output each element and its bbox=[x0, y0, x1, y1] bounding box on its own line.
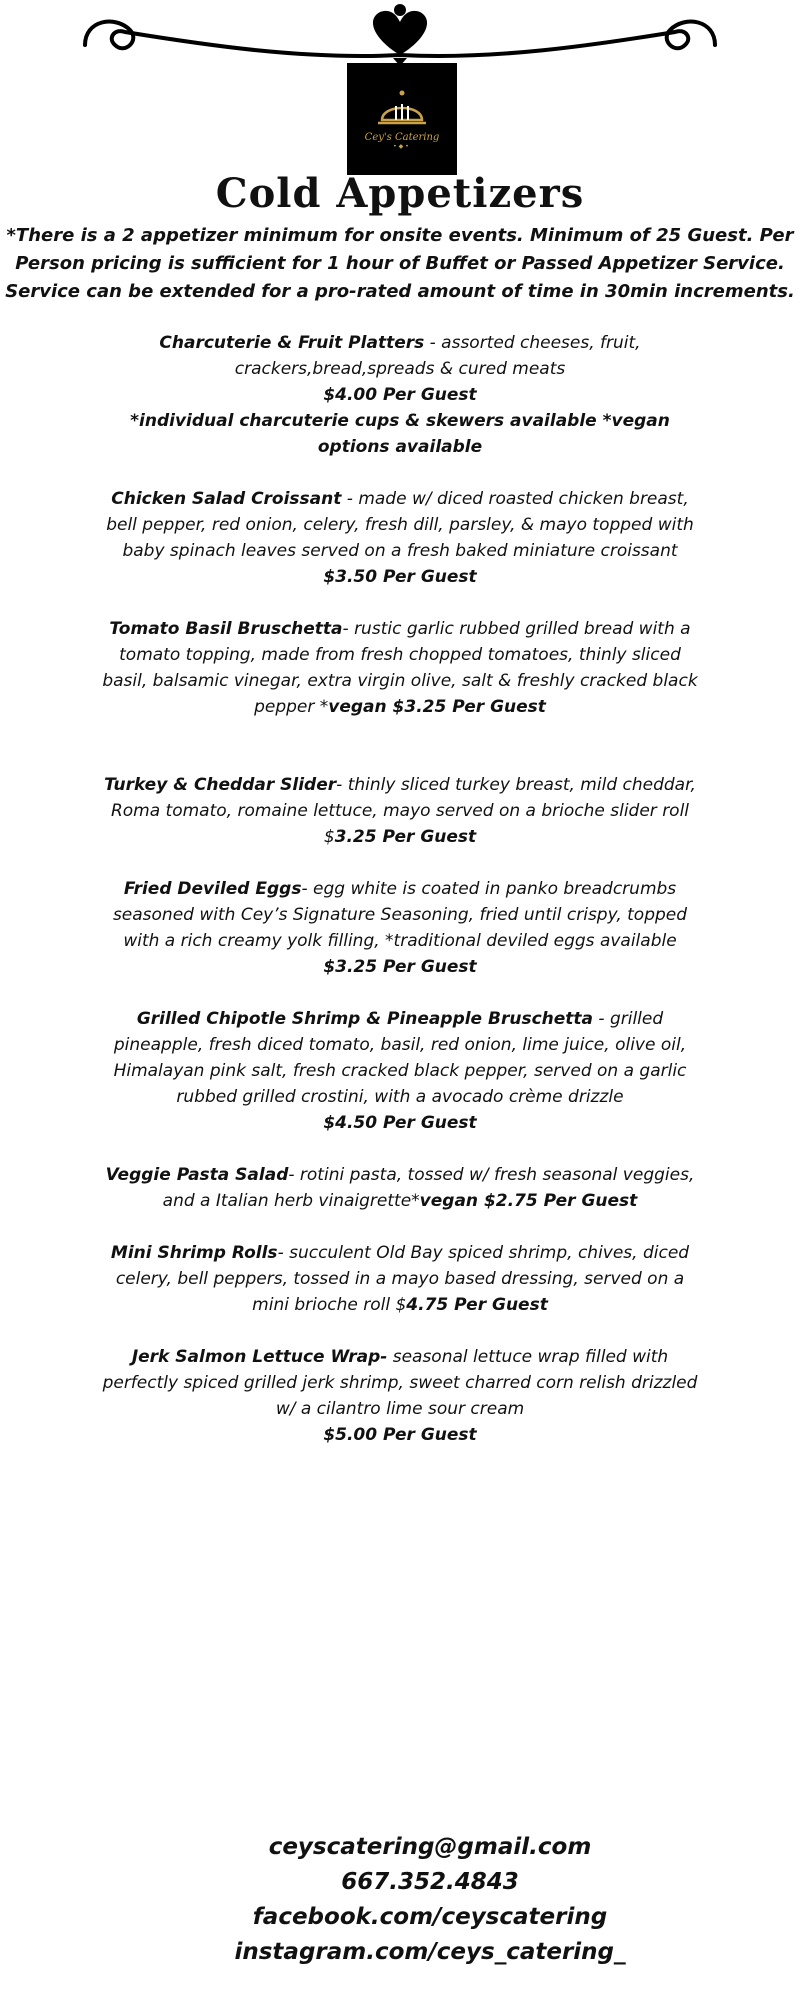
item-name: Tomato Basil Bruschetta bbox=[109, 619, 343, 639]
item-description: - assorted cheeses, fruit, crackers,bread,spreads & cured meats bbox=[234, 333, 641, 379]
item-name: Veggie Pasta Salad bbox=[105, 1165, 289, 1185]
item-description: - egg white is coated in panko breadcrumbs seasoned with Cey’s Signature Seasoning, fried until crispy, topped with a rich creamy yolk filling, *traditional deviled eggs available bbox=[112, 879, 688, 951]
item-price: 3.25 Per Guest bbox=[334, 827, 477, 847]
item-name: Chicken Salad Croissant bbox=[111, 489, 342, 509]
item-name: Turkey & Cheddar Slider bbox=[104, 775, 337, 795]
menu-item bbox=[100, 1240, 700, 1318]
menu-item bbox=[100, 616, 700, 720]
item-description: seasonal lettuce wrap filled with perfectly spiced grilled jerk shrimp, sweet charred corn relish drizzled w/ a cilantro lime sour cream bbox=[102, 1347, 698, 1419]
menu-item bbox=[100, 1344, 700, 1448]
menu-list bbox=[100, 330, 700, 1474]
item-description: - grilled pineapple, fresh diced tomato, basil, red onion, lime juice, olive oil, Himalayan pink salt, fresh cracked black pepper, served on a garlic rubbed grilled crostini, with a avocado crème drizzle bbox=[113, 1009, 687, 1107]
item-name: Fried Deviled Eggs bbox=[123, 879, 302, 899]
item-description: - made w/ diced roasted chicken breast, bell pepper, red onion, celery, fresh dill, parsley, & mayo topped with baby spinach leaves served on a fresh baked miniature croissant bbox=[106, 489, 694, 561]
contact-block bbox=[100, 1830, 760, 1970]
item-name: Jerk Salmon Lettuce Wrap- bbox=[131, 1347, 388, 1367]
item-name: Mini Shrimp Rolls bbox=[110, 1243, 278, 1263]
item-price: vegan $2.75 Per Guest bbox=[419, 1191, 638, 1211]
item-price: vegan $3.25 Per Guest bbox=[328, 697, 546, 717]
phone-number[interactable]: 667.352.4843 bbox=[341, 1869, 519, 1895]
menu-item bbox=[100, 330, 700, 460]
email-link[interactable]: ceyscatering@gmail.com bbox=[268, 1834, 592, 1860]
decorative-flourish bbox=[75, 0, 725, 70]
menu-item bbox=[100, 1162, 700, 1214]
menu-item bbox=[100, 772, 700, 850]
item-price: $4.00 Per Guest bbox=[323, 385, 477, 405]
item-name: Grilled Chipotle Shrimp & Pineapple Bruschetta bbox=[136, 1009, 594, 1029]
item-price: $5.00 Per Guest bbox=[323, 1425, 477, 1445]
item-note: *individual charcuterie cups & skewers available *vegan options available bbox=[130, 411, 670, 457]
item-price: $3.50 Per Guest bbox=[323, 567, 477, 587]
item-price: 4.75 Per Guest bbox=[406, 1295, 548, 1315]
menu-item bbox=[100, 486, 700, 590]
menu-item bbox=[100, 876, 700, 980]
intro-note: *There is a 2 appetizer minimum for onsite events. Minimum of 25 Guest. Per Person pricing is sufficient for 1 hour of Buffet or Passed Appetizer Service. Service can be extended for a pro-rated amount of time in 30min increments. bbox=[5, 225, 795, 302]
company-logo bbox=[347, 63, 457, 175]
item-description: - thinly sliced turkey breast, mild cheddar, Roma tomato, romaine lettuce, mayo served on a brioche slider roll $ bbox=[110, 775, 696, 847]
instagram-link[interactable]: instagram.com/ceys_catering_ bbox=[234, 1939, 626, 1965]
facebook-link[interactable]: facebook.com/ceyscatering bbox=[252, 1904, 608, 1930]
page-title: Cold Appetizers bbox=[215, 170, 585, 217]
item-price: $3.25 Per Guest bbox=[323, 957, 477, 977]
item-description: - succulent Old Bay spiced shrimp, chives, diced celery, bell peppers, tossed in a mayo based dressing, served on a mini brioche roll $ bbox=[115, 1243, 690, 1315]
item-description: - rustic garlic rubbed grilled bread with a tomato topping, made from fresh chopped tomatoes, thinly sliced basil, balsamic vinegar, extra virgin olive, salt & freshly cracked black pepper * bbox=[102, 619, 698, 717]
menu-item bbox=[100, 1006, 700, 1136]
logo-wordmark: Cey's Catering bbox=[364, 132, 440, 143]
logo-ornament: •◆• bbox=[393, 143, 411, 150]
item-name: Charcuterie & Fruit Platters bbox=[159, 333, 425, 353]
item-description: - rotini pasta, tossed w/ fresh seasonal veggies, and a Italian herb vinaigrette* bbox=[162, 1165, 695, 1211]
item-price: $4.50 Per Guest bbox=[323, 1113, 477, 1133]
cloche-icon bbox=[376, 88, 428, 130]
